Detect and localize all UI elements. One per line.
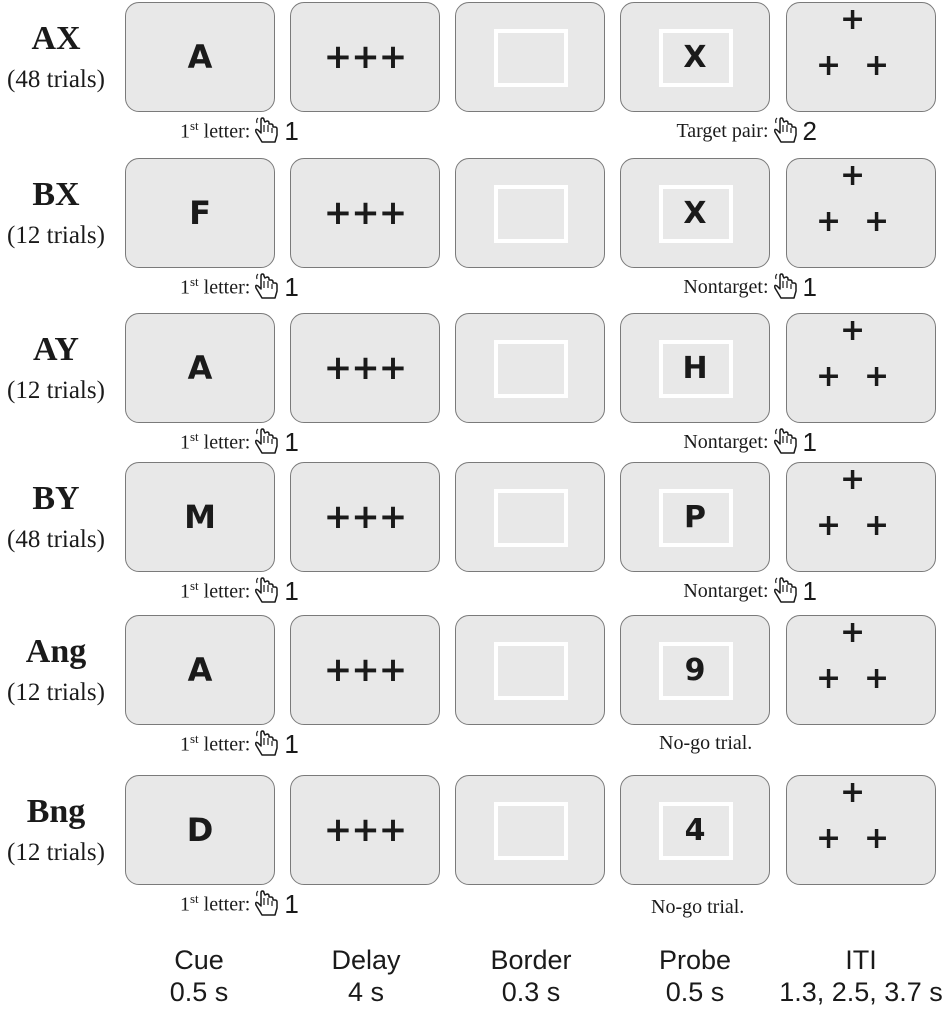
cue-response xyxy=(180,729,299,759)
cue-letter: D xyxy=(186,811,214,849)
cue-response-text: letter: xyxy=(203,431,251,454)
probe-response-key: 1 xyxy=(802,426,817,457)
phase-duration: 0.5 s xyxy=(665,977,725,1007)
probe-response-nogo: No-go trial. xyxy=(659,732,753,754)
cue-response-ordinal-suffix: st xyxy=(190,731,199,747)
cue-response-key: 1 xyxy=(284,115,299,146)
iti-panel xyxy=(786,313,936,423)
phase-name: Delay xyxy=(331,945,401,975)
iti-fixation-cross: + xyxy=(840,775,866,810)
probe-response-key: 2 xyxy=(802,115,817,146)
phase-label-border xyxy=(446,944,616,1008)
probe-stimulus: 4 xyxy=(684,812,706,848)
phase-label-probe xyxy=(610,944,780,1008)
iti-fixation-cross: + xyxy=(816,48,842,83)
border-frame xyxy=(494,642,568,700)
cue-panel xyxy=(125,462,275,572)
pointing-hand-icon xyxy=(771,427,801,457)
iti-fixation-cross: + xyxy=(840,462,866,497)
iti-fixation-cross: + xyxy=(816,661,842,696)
cue-letter: A xyxy=(187,349,213,387)
phase-name: ITI xyxy=(845,945,877,975)
iti-fixation-cross: + xyxy=(816,359,842,394)
delay-mask: +++ xyxy=(323,650,407,690)
phase-duration: 0.5 s xyxy=(169,977,229,1007)
condition-name: Bng xyxy=(26,793,86,830)
iti-fixation-cross: + xyxy=(864,48,890,83)
delay-mask: +++ xyxy=(323,810,407,850)
cue-panel xyxy=(125,775,275,885)
iti-fixation-cross: + xyxy=(816,821,842,856)
condition-row-by xyxy=(0,462,948,606)
condition-trial-count: (48 trials) xyxy=(7,526,105,553)
iti-fixation-cross: + xyxy=(840,158,866,193)
cue-response-label xyxy=(180,578,250,604)
condition-trial-count: (12 trials) xyxy=(7,377,105,404)
iti-fixation-cross: + xyxy=(864,204,890,239)
probe-response xyxy=(676,116,817,146)
probe-response-nogo: No-go trial. xyxy=(651,896,745,918)
cue-response-ordinal-suffix: st xyxy=(190,429,199,445)
phase-label-cue xyxy=(114,944,284,1008)
phase-duration: 1.3, 2.5, 3.7 s xyxy=(779,977,943,1007)
probe-response xyxy=(683,576,817,606)
iti-panel xyxy=(786,615,936,725)
pointing-hand-icon xyxy=(771,116,801,146)
probe-panel xyxy=(620,158,770,268)
iti-panel xyxy=(786,462,936,572)
phase-label-delay xyxy=(281,944,451,1008)
phase-label-iti xyxy=(776,944,946,1008)
probe-stimulus: H xyxy=(682,350,708,386)
phase-duration: 4 s xyxy=(347,977,385,1007)
probe-panel xyxy=(620,615,770,725)
condition-name: BX xyxy=(32,176,80,213)
cue-response-ordinal-suffix: st xyxy=(190,578,199,594)
iti-fixation-cross: + xyxy=(840,615,866,650)
pointing-hand-icon xyxy=(252,272,282,302)
iti-panel xyxy=(786,158,936,268)
probe-response-key: 1 xyxy=(802,271,817,302)
phase-duration: 0.3 s xyxy=(501,977,561,1007)
probe-stimulus: X xyxy=(683,39,707,75)
pointing-hand-icon xyxy=(252,427,282,457)
probe-stimulus: X xyxy=(683,195,707,231)
delay-panel xyxy=(290,158,440,268)
cue-response-ordinal-suffix: st xyxy=(190,118,199,134)
probe-stimulus: P xyxy=(684,499,706,535)
delay-panel xyxy=(290,462,440,572)
pointing-hand-icon xyxy=(252,889,282,919)
cue-response-ordinal: 1 xyxy=(180,120,190,143)
cue-response-text: letter: xyxy=(203,580,251,603)
cue-response xyxy=(180,427,299,457)
cue-response-key: 1 xyxy=(284,728,299,759)
probe-response-key: 1 xyxy=(802,575,817,606)
border-panel xyxy=(455,313,605,423)
border-frame xyxy=(494,340,568,398)
cue-response-label xyxy=(180,429,250,455)
cue-response-key: 1 xyxy=(284,271,299,302)
cue-letter: A xyxy=(187,651,213,689)
probe-response-label: Nontarget: xyxy=(683,275,769,298)
condition-name: Ang xyxy=(25,633,87,670)
cue-response-text: letter: xyxy=(203,733,251,756)
delay-panel xyxy=(290,313,440,423)
condition-row-bx xyxy=(0,158,948,302)
border-frame xyxy=(494,29,568,87)
cue-panel xyxy=(125,158,275,268)
condition-name: AY xyxy=(33,331,79,368)
cue-response-label xyxy=(180,731,250,757)
probe-stimulus: 9 xyxy=(684,652,706,688)
border-frame xyxy=(494,802,568,860)
condition-name: AX xyxy=(31,20,81,57)
probe-response-label: Nontarget: xyxy=(683,430,769,453)
probe-panel xyxy=(620,2,770,112)
iti-panel xyxy=(786,2,936,112)
cue-response-label xyxy=(180,891,250,917)
cue-response-ordinal: 1 xyxy=(180,733,190,756)
cue-response xyxy=(180,116,299,146)
border-panel xyxy=(455,615,605,725)
condition-trial-count: (12 trials) xyxy=(7,839,105,866)
cue-letter: M xyxy=(184,498,216,536)
iti-fixation-cross: + xyxy=(864,661,890,696)
cue-panel xyxy=(125,313,275,423)
iti-fixation-cross: + xyxy=(864,821,890,856)
cue-response xyxy=(180,576,299,606)
iti-fixation-cross: + xyxy=(816,508,842,543)
cue-response-text: letter: xyxy=(203,893,251,916)
condition-row-bng xyxy=(0,775,948,919)
iti-fixation-cross: + xyxy=(864,508,890,543)
cue-response-key: 1 xyxy=(284,888,299,919)
condition-trial-count: (12 trials) xyxy=(7,679,105,706)
cue-response-ordinal: 1 xyxy=(180,580,190,603)
condition-trial-count: (48 trials) xyxy=(7,66,105,93)
iti-panel xyxy=(786,775,936,885)
cue-response-label xyxy=(180,274,250,300)
delay-mask: +++ xyxy=(323,348,407,388)
cue-response xyxy=(180,272,299,302)
pointing-hand-icon xyxy=(771,272,801,302)
cue-panel xyxy=(125,615,275,725)
probe-panel xyxy=(620,462,770,572)
cue-panel xyxy=(125,2,275,112)
border-panel xyxy=(455,158,605,268)
condition-row-ay xyxy=(0,313,948,457)
probe-response xyxy=(683,427,817,457)
cue-response-ordinal: 1 xyxy=(180,276,190,299)
delay-mask: +++ xyxy=(323,497,407,537)
cue-response-ordinal: 1 xyxy=(180,893,190,916)
delay-panel xyxy=(290,775,440,885)
cue-response xyxy=(180,889,299,919)
border-frame xyxy=(494,489,568,547)
probe-response-label: Target pair: xyxy=(676,119,769,142)
iti-fixation-cross: + xyxy=(864,359,890,394)
border-frame xyxy=(494,185,568,243)
pointing-hand-icon xyxy=(252,729,282,759)
cue-letter: F xyxy=(189,194,211,232)
cue-response-ordinal: 1 xyxy=(180,431,190,454)
condition-name: BY xyxy=(32,480,80,517)
condition-row-ang xyxy=(0,615,948,759)
iti-fixation-cross: + xyxy=(816,204,842,239)
pointing-hand-icon xyxy=(771,576,801,606)
delay-panel xyxy=(290,2,440,112)
border-panel xyxy=(455,462,605,572)
border-panel xyxy=(455,775,605,885)
probe-response-label: Nontarget: xyxy=(683,579,769,602)
pointing-hand-icon xyxy=(252,116,282,146)
cue-response-label xyxy=(180,118,250,144)
condition-row-ax xyxy=(0,2,948,146)
phase-name: Probe xyxy=(658,945,732,975)
pointing-hand-icon xyxy=(252,576,282,606)
cue-response-key: 1 xyxy=(284,575,299,606)
delay-mask: +++ xyxy=(323,193,407,233)
phase-name: Cue xyxy=(174,945,224,975)
probe-panel xyxy=(620,313,770,423)
cue-response-text: letter: xyxy=(203,120,251,143)
border-panel xyxy=(455,2,605,112)
probe-response xyxy=(683,272,817,302)
iti-fixation-cross: + xyxy=(840,313,866,348)
phase-name: Border xyxy=(490,945,572,975)
cue-response-key: 1 xyxy=(284,426,299,457)
cue-response-ordinal-suffix: st xyxy=(190,274,199,290)
probe-panel xyxy=(620,775,770,885)
condition-trial-count: (12 trials) xyxy=(7,222,105,249)
cue-letter: A xyxy=(187,38,213,76)
cue-response-ordinal-suffix: st xyxy=(190,891,199,907)
delay-mask: +++ xyxy=(323,37,407,77)
delay-panel xyxy=(290,615,440,725)
cue-response-text: letter: xyxy=(203,276,251,299)
iti-fixation-cross: + xyxy=(840,2,866,37)
